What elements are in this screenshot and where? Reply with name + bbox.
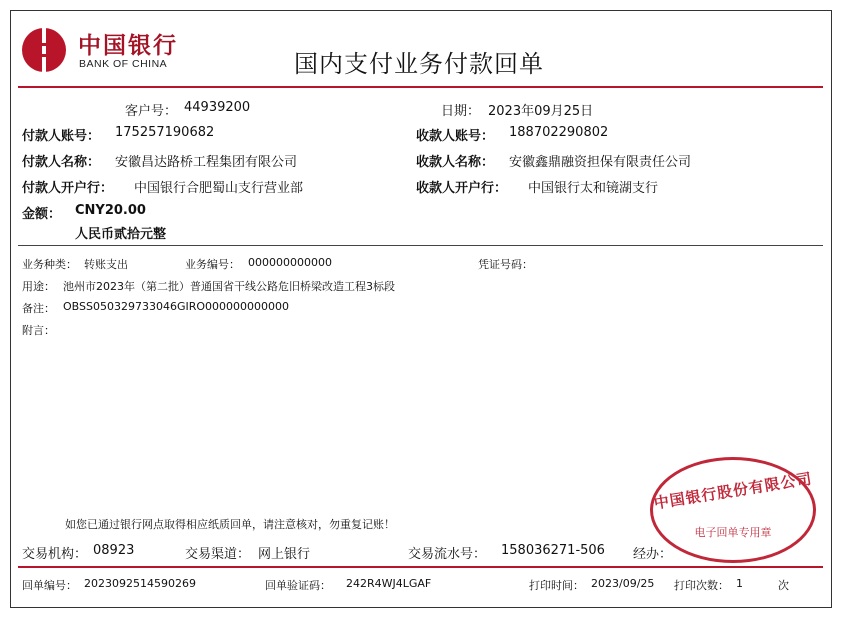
amount-label: 金额：: [22, 207, 62, 222]
print-count: 1: [736, 577, 743, 590]
biz-no: 000000000000: [248, 256, 332, 269]
amount-in-words: 人民币贰拾元整: [75, 227, 167, 242]
payee-account: 188702290802: [509, 125, 609, 140]
purpose-label: 用途：: [22, 280, 55, 293]
print-time-label: 打印时间：: [529, 579, 584, 592]
org-label: 交易机构：: [22, 547, 88, 562]
seal-top-text: 中国银行股份有限公司: [652, 469, 814, 513]
header-divider: [18, 86, 823, 88]
notice-text: 如您已通过银行网点取得相应纸质回单，请注意核对，勿重复记账！: [65, 518, 395, 531]
payee-name: 安徽鑫鼎融资担保有限责任公司: [509, 155, 692, 170]
org-value: 08923: [93, 543, 135, 558]
receipt-no: 2023092514590269: [84, 577, 196, 590]
print-count-label: 打印次数：: [674, 579, 729, 592]
handler-label: 经办：: [633, 547, 673, 562]
payer-bank-label: 付款人开户行：: [22, 181, 114, 196]
verify-code: 242R4WJ4LGAF: [346, 577, 432, 590]
amount-value: CNY20.00: [75, 203, 146, 218]
biz-type-label: 业务种类：: [22, 258, 77, 271]
payer-bank: 中国银行合肥蜀山支行营业部: [134, 181, 304, 196]
bank-name-en: BANK OF CHINA: [79, 58, 168, 70]
biz-no-label: 业务编号：: [185, 258, 240, 271]
date-label: 日期：: [441, 104, 481, 119]
serial-label: 交易流水号：: [408, 547, 487, 562]
serial-value: 158036271-506: [501, 543, 605, 558]
footer-divider: [18, 566, 823, 568]
channel-value: 网上银行: [258, 547, 311, 562]
receipt-no-label: 回单编号：: [22, 579, 77, 592]
voucher-label: 凭证号码：: [478, 258, 533, 271]
seal-bottom-text: 电子回单专用章: [694, 526, 772, 539]
date-value: 2023年09月25日: [488, 104, 594, 119]
verify-label: 回单验证码：: [265, 579, 331, 592]
remark-label: 备注：: [22, 302, 55, 315]
remark-value: OBSS050329733046GIRO000000000000: [63, 300, 290, 313]
payee-name-label: 收款人名称：: [416, 155, 495, 170]
payer-account-label: 付款人账号：: [22, 129, 101, 144]
payee-bank: 中国银行太和镜湖支行: [528, 181, 659, 196]
payer-name-label: 付款人名称：: [22, 155, 101, 170]
print-time: 2023/09/25: [591, 577, 655, 590]
bank-seal-stamp: [650, 457, 816, 563]
payer-account: 175257190682: [115, 125, 215, 140]
channel-label: 交易渠道：: [185, 547, 251, 562]
payer-name: 安徽昌达路桥工程集团有限公司: [115, 155, 298, 170]
purpose-value: 池州市2023年（第二批）普通国省干线公路危旧桥梁改造工程3标段: [63, 280, 395, 293]
customer-number: 44939200: [184, 100, 251, 115]
payee-bank-label: 收款人开户行：: [416, 181, 508, 196]
customer-label: 客户号：: [125, 104, 178, 119]
receipt-title: 国内支付业务付款回单: [294, 50, 544, 78]
print-count-unit: 次: [778, 579, 789, 592]
payee-account-label: 收款人账号：: [416, 129, 495, 144]
amount-divider: [18, 245, 823, 246]
note-label: 附言：: [22, 324, 55, 337]
bank-name-cn: 中国银行: [78, 32, 178, 59]
biz-type: 转账支出: [84, 258, 128, 271]
bank-of-china-logo-icon: [22, 28, 66, 72]
